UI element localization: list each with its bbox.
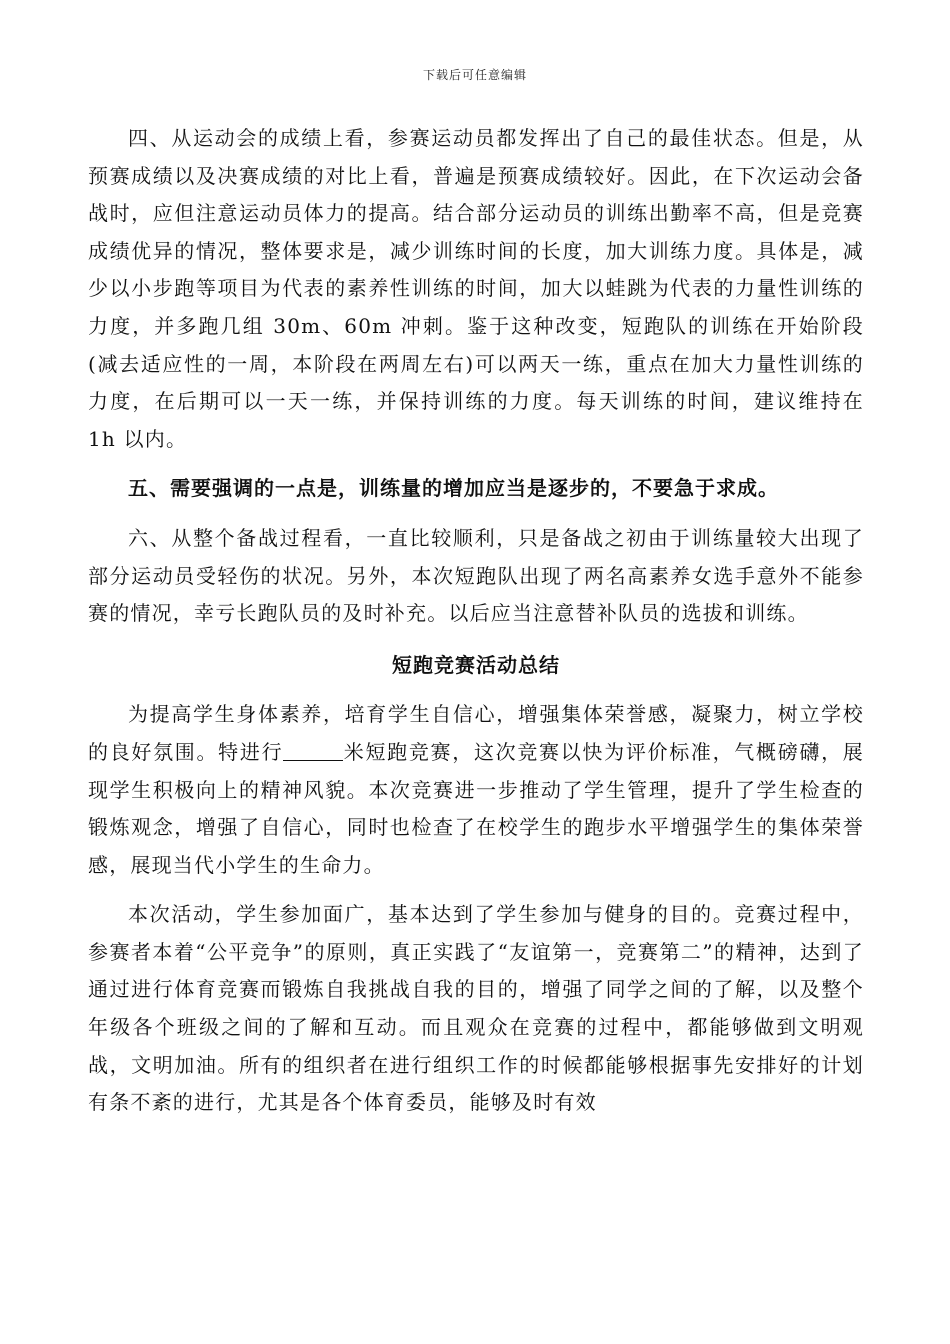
section-title: 短跑竞赛活动总结 xyxy=(392,652,560,677)
document-body xyxy=(88,120,864,1122)
paragraph-five-emphasis: 五、需要强调的一点是，训练量的增加应当是逐步的，不要急于求成。 xyxy=(128,476,779,501)
paragraph-six: 六、从整个备战过程看，一直比较顺利，只是备战之初由于训练量较大出现了部分运动员受轻伤的状况。另外，本次短跑队出现了两名高素养女选手意外不能参赛的情况，幸亏长跑队员的及时补充。以后应当注意替补队员的选拔和训练。 xyxy=(88,525,864,626)
intro-text-before-blank: 为提高学生身体素养，培育学生自信心，增强集体荣誉感，凝聚力，树立学校的良好氛围。特进行 xyxy=(88,702,864,764)
fill-in-blank xyxy=(283,740,343,761)
intro-text-after-blank: 米短跑竞赛，这次竞赛以快为评价标准，气概磅礴，展现学生积极向上的精神风貌。本次竞赛进一步推动了学生管理，提升了学生检查的锻炼观念，增强了自信心，同时也检查了在校学生的跑步水平增强学生的集体荣誉感，展现当代小学生的生命力。 xyxy=(88,739,864,877)
activity-paragraph: 本次活动，学生参加面广，基本达到了学生参加与健身的目的。竞赛过程中，参赛者本着“公平竞争”的原则，真正实践了“友谊第一，竞赛第二”的精神，达到了通过进行体育竞赛而锻炼自我挑战自我的目的，增强了同学之间的了解，以及整个年级各个班级之间的了解和互动。而且观众在竞赛的过程中，都能够做到文明观战，文明加油。所有的组织者在进行组织工作的时候都能够根据事先安排好的计划有条不紊的进行，尤其是各个体育委员，能够及时有效 xyxy=(88,902,864,1115)
paragraph-four: 四、从运动会的成绩上看，参赛运动员都发挥出了自己的最佳状态。但是，从预赛成绩以及决赛成绩的对比上看，普遍是预赛成绩较好。因此，在下次运动会备战时，应但注意运动员体力的提高。结合部分运动员的训练出勤率不高，但是竞赛成绩优异的情况，整体要求是，减少训练时间的长度，加大训练力度。具体是，减少以小步跑等项目为代表的素养性训练的时间，加大以蛙跳为代表的力量性训练的力度，并多跑几组 30m、60m 冲刺。鉴于这种改变，短跑队的训练在开始阶段(减去适应性的一周，本阶段在两周左右)可以两天一练，重点在加大力量性训练的力度，在后期可以一天一练，并保持训练的力度。每天训练的时间，建议维持在 1h 以内。 xyxy=(88,126,864,451)
download-note: 下载后可任意编辑 xyxy=(422,68,527,82)
intro-paragraph xyxy=(88,696,864,884)
